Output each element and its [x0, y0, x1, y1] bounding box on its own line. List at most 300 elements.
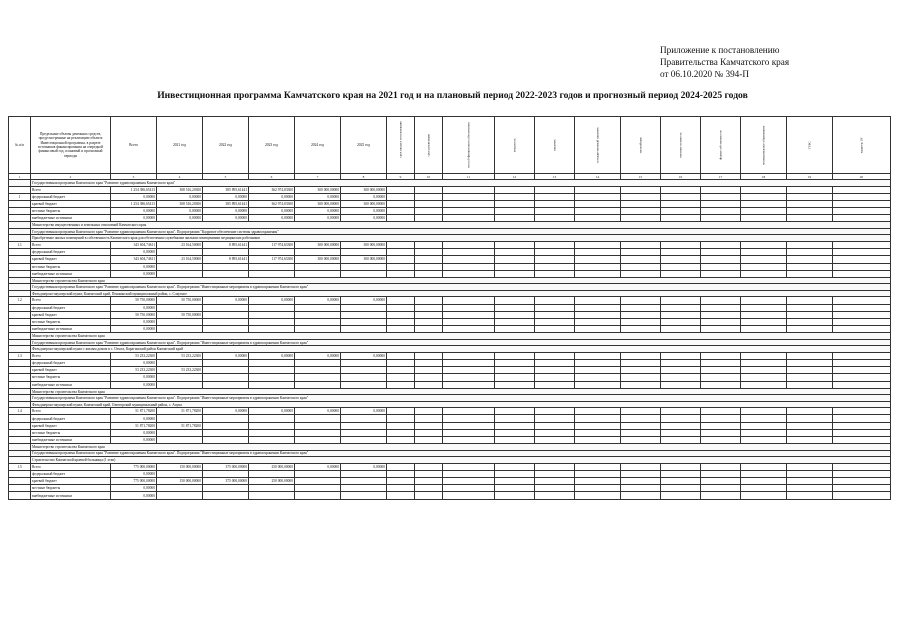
amount-cell — [157, 270, 203, 277]
attribute-cell — [741, 326, 787, 333]
attribute-cell — [741, 186, 787, 193]
section-title: Фельдшерско-акушерский пункт с жилым домом в с. Ossora, Карагинский район Камчатский край — [31, 346, 891, 353]
table-row — [9, 463, 891, 470]
table-row — [9, 381, 891, 388]
amount-cell — [295, 437, 341, 444]
amount-cell — [157, 263, 203, 270]
attribute-cell — [661, 256, 701, 263]
attribute-cell — [833, 193, 891, 200]
attribute-cell — [741, 360, 787, 367]
table-row — [9, 485, 891, 492]
attribute-cell — [621, 408, 661, 415]
attribute-cell — [495, 241, 535, 248]
attribute-cell — [495, 429, 535, 436]
attribute-cell — [621, 367, 661, 374]
amount-cell: 0,00000 — [111, 492, 157, 499]
attribute-cell — [535, 463, 575, 470]
column-number: 14 — [575, 174, 621, 180]
attribute-cell — [443, 249, 495, 256]
attribute-cell — [443, 360, 495, 367]
amount-cell — [249, 263, 295, 270]
attribute-cell — [701, 241, 741, 248]
amount-cell — [157, 429, 203, 436]
row-number — [9, 200, 31, 207]
section-title: Министерство имущественных и земельных отношений Камчатского края — [31, 222, 891, 229]
amount-cell — [341, 304, 387, 311]
attribute-cell — [661, 318, 701, 325]
attribute-cell — [387, 381, 415, 388]
attribute-cell — [443, 367, 495, 374]
attribute-cell — [415, 241, 443, 248]
amount-cell: 362 974,83300 — [249, 200, 295, 207]
amount-cell: 51 871,78200 — [111, 408, 157, 415]
attribute-cell — [535, 215, 575, 222]
source-label: местные бюджеты — [31, 374, 111, 381]
attribute-cell — [535, 318, 575, 325]
attribute-cell — [495, 256, 535, 263]
amount-cell — [203, 437, 249, 444]
amount-cell — [249, 429, 295, 436]
amount-cell: 0,00000 — [203, 352, 249, 359]
attribute-cell — [575, 186, 621, 193]
attribute-cell — [575, 311, 621, 318]
amount-cell — [341, 381, 387, 388]
attribute-cell — [415, 492, 443, 499]
attribute-cell — [621, 352, 661, 359]
attribute-cell — [575, 415, 621, 422]
attribute-cell — [741, 408, 787, 415]
attribute-cell — [787, 215, 833, 222]
attribute-cell — [661, 422, 701, 429]
amount-cell: 0,00000 — [111, 318, 157, 325]
attribute-cell — [535, 352, 575, 359]
attribute-cell — [575, 297, 621, 304]
amount-cell: 300 000,00000 — [295, 241, 341, 248]
attribute-cell — [787, 485, 833, 492]
column-header-8: 2025 год — [341, 117, 387, 174]
amount-cell — [295, 374, 341, 381]
amount-cell — [249, 360, 295, 367]
attribute-cell — [415, 304, 443, 311]
amount-cell: 0,00000 — [157, 208, 203, 215]
attribute-cell — [833, 318, 891, 325]
amount-cell: 0,00000 — [341, 208, 387, 215]
amount-cell — [341, 311, 387, 318]
row-number — [9, 186, 31, 193]
amount-cell: 343 604,74611 — [111, 256, 157, 263]
column-number: 1 — [9, 174, 31, 180]
attribute-cell — [701, 415, 741, 422]
attribute-cell — [495, 215, 535, 222]
source-label: внебюджетные источники — [31, 326, 111, 333]
amount-cell: 343 604,74611 — [111, 241, 157, 248]
row-number — [9, 270, 31, 277]
amount-cell: 51 871,78200 — [157, 408, 203, 415]
attribute-cell — [443, 352, 495, 359]
attribute-cell — [661, 408, 701, 415]
table-row — [9, 360, 891, 367]
column-number: 10 — [415, 174, 443, 180]
amount-cell: 0,00000 — [157, 215, 203, 222]
source-label: местные бюджеты — [31, 429, 111, 436]
amount-cell — [295, 270, 341, 277]
amount-cell: 53 233,22300 — [111, 352, 157, 359]
column-number: 5 — [203, 174, 249, 180]
amount-cell: 8 895,61441 — [203, 241, 249, 248]
attribute-cell — [787, 270, 833, 277]
source-label: краевой бюджет — [31, 256, 111, 263]
table-row — [9, 415, 891, 422]
attribute-cell — [535, 249, 575, 256]
attribute-cell — [415, 326, 443, 333]
attribute-cell — [387, 263, 415, 270]
amount-cell — [157, 485, 203, 492]
attribute-cell — [443, 429, 495, 436]
row-number — [9, 326, 31, 333]
attribute-cell — [741, 263, 787, 270]
attribute-cell — [741, 208, 787, 215]
attribute-cell — [443, 241, 495, 248]
attribute-cell — [741, 381, 787, 388]
attribute-cell — [661, 429, 701, 436]
row-number: 1.2 — [9, 297, 31, 304]
attribute-cell — [575, 367, 621, 374]
table-row — [9, 429, 891, 436]
amount-cell: 23 164,50000 — [157, 256, 203, 263]
attribute-cell — [741, 374, 787, 381]
attribute-cell — [787, 367, 833, 374]
column-header-7: 2024 год — [295, 117, 341, 174]
amount-cell — [341, 326, 387, 333]
row-number — [9, 422, 31, 429]
amount-cell — [295, 304, 341, 311]
attribute-cell — [495, 311, 535, 318]
amount-cell — [295, 326, 341, 333]
attribute-cell — [495, 381, 535, 388]
attribute-cell — [443, 256, 495, 263]
amount-cell — [157, 415, 203, 422]
amount-cell: 0,00000 — [203, 297, 249, 304]
table-row — [9, 492, 891, 499]
amount-cell — [249, 270, 295, 277]
attribute-cell — [535, 429, 575, 436]
source-label: краевой бюджет — [31, 367, 111, 374]
attribute-cell — [443, 297, 495, 304]
attribute-cell — [701, 367, 741, 374]
amount-cell — [295, 485, 341, 492]
amount-cell — [249, 437, 295, 444]
amount-cell: 308 516,20300 — [157, 186, 203, 193]
column-header-5: 2022 год — [203, 117, 249, 174]
attribute-cell — [621, 326, 661, 333]
attribute-cell — [443, 311, 495, 318]
amount-cell — [203, 270, 249, 277]
attribute-cell — [787, 422, 833, 429]
table-row — [9, 422, 891, 429]
attribute-cell — [833, 381, 891, 388]
attribute-cell — [575, 193, 621, 200]
source-label: федеральный бюджет — [31, 304, 111, 311]
amount-cell — [295, 311, 341, 318]
amount-cell: 0,00000 — [295, 408, 341, 415]
row-number — [9, 256, 31, 263]
attribute-cell — [575, 470, 621, 477]
attribute-cell — [443, 200, 495, 207]
attribute-cell — [575, 408, 621, 415]
attribute-cell — [741, 352, 787, 359]
attribute-cell — [387, 297, 415, 304]
amount-cell: 0,00000 — [111, 485, 157, 492]
document-title: Инвестиционная программа Камчатского края на 2021 год и на плановый период 2022-2023 годов и прогнозный период 2024-2025 годов — [157, 90, 748, 101]
amount-cell: 300 000,00000 — [295, 200, 341, 207]
amount-cell — [157, 304, 203, 311]
attribute-cell — [443, 470, 495, 477]
amount-cell — [295, 470, 341, 477]
attribute-cell — [621, 270, 661, 277]
attribute-cell — [495, 470, 535, 477]
table-row — [9, 437, 891, 444]
amount-cell: 250 000,00000 — [249, 478, 295, 485]
amount-cell — [249, 367, 295, 374]
source-label: Всего — [31, 186, 111, 193]
amount-cell: 250 000,00000 — [249, 463, 295, 470]
attribute-cell — [443, 326, 495, 333]
attribute-cell — [415, 193, 443, 200]
attribute-cell — [415, 374, 443, 381]
attribute-cell — [787, 256, 833, 263]
amount-cell — [295, 263, 341, 270]
attribute-cell — [495, 304, 535, 311]
attribute-cell — [833, 429, 891, 436]
attribute-cell — [787, 415, 833, 422]
column-header-6: 2023 год — [249, 117, 295, 174]
column-number: 3 — [111, 174, 157, 180]
amount-cell: 375 000,00000 — [203, 478, 249, 485]
section-title: Государственная программа Камчатского края "Развитие здравоохранения Камчатского края". Подпрограмма "Инвестиционные мероприятия в здравоохранении Камчатского края" — [31, 339, 891, 346]
amount-cell: 0,00000 — [111, 270, 157, 277]
section-title: Государственная программа Камчатского края "Развитие здравоохранения Камчатского края". Подпрограмма "Кадровое обеспечение системы здравоохранения" — [31, 228, 891, 235]
attribute-cell — [495, 408, 535, 415]
attribute-cell — [833, 374, 891, 381]
attribute-cell — [443, 215, 495, 222]
amount-cell — [341, 263, 387, 270]
attribute-cell — [387, 429, 415, 436]
amount-cell: 0,00000 — [111, 304, 157, 311]
amount-cell: 300 000,00000 — [341, 186, 387, 193]
amount-cell — [295, 492, 341, 499]
attribute-cell — [661, 492, 701, 499]
attribute-cell — [535, 263, 575, 270]
source-label: внебюджетные источники — [31, 381, 111, 388]
table-row — [9, 200, 891, 207]
attribute-cell — [535, 193, 575, 200]
column-header-9: срок ввода в эксплуатацию — [387, 117, 415, 174]
amount-cell: 385 895,61441 — [203, 186, 249, 193]
column-number: 13 — [535, 174, 575, 180]
attribute-cell — [495, 186, 535, 193]
attribute-cell — [535, 367, 575, 374]
attribute-cell — [833, 311, 891, 318]
attribute-cell — [495, 463, 535, 470]
attribute-cell — [741, 422, 787, 429]
table-row — [9, 367, 891, 374]
attribute-cell — [661, 186, 701, 193]
attribute-cell — [787, 311, 833, 318]
attribute-cell — [387, 186, 415, 193]
amount-cell: 51 871,78200 — [111, 422, 157, 429]
attribute-cell — [741, 485, 787, 492]
attribute-cell — [833, 215, 891, 222]
amount-cell: 300 000,00000 — [341, 200, 387, 207]
column-header-16: сметная стоимость — [661, 117, 701, 174]
attribute-cell — [575, 463, 621, 470]
amount-cell: 300 000,00000 — [341, 241, 387, 248]
column-number: 4 — [157, 174, 203, 180]
row-number — [9, 304, 31, 311]
attribute-cell — [621, 241, 661, 248]
amount-cell: 1 254 386,65413 — [111, 186, 157, 193]
section-title: Приобретение жилых помещений в собственность Камчатского края для обеспечения служебными жилыми помещениями медицинских работников — [31, 235, 891, 242]
amount-cell: 0,00000 — [249, 297, 295, 304]
amount-cell: 375 000,00000 — [203, 463, 249, 470]
attribute-cell — [495, 297, 535, 304]
section-title: Фельдшерско-акушерский пункт, Камчатский край, Олюторский муниципальный район, с. Апука — [31, 401, 891, 408]
attribute-cell — [387, 200, 415, 207]
attribute-cell — [387, 193, 415, 200]
table-row — [9, 374, 891, 381]
amount-cell: 50 750,00000 — [111, 297, 157, 304]
amount-cell: 0,00000 — [341, 463, 387, 470]
amount-cell — [341, 367, 387, 374]
section-title: Государственная программа Камчатского края "Развитие здравоохранения Камчатского края". Подпрограмма "Инвестиционные мероприятия в здравоохранении Камчатского края" — [31, 450, 891, 457]
amount-cell — [203, 381, 249, 388]
attribute-cell — [495, 263, 535, 270]
source-label: местные бюджеты — [31, 263, 111, 270]
attribute-cell — [415, 318, 443, 325]
amount-cell: 0,00000 — [341, 215, 387, 222]
amount-cell: 0,00000 — [249, 408, 295, 415]
attribute-cell — [661, 304, 701, 311]
amount-cell: 0,00000 — [249, 215, 295, 222]
attribute-cell — [495, 270, 535, 277]
attribute-cell — [787, 478, 833, 485]
attribute-cell — [701, 492, 741, 499]
column-header-14: государственный заказчик — [575, 117, 621, 174]
source-label: Всего — [31, 352, 111, 359]
attribute-cell — [387, 470, 415, 477]
attribute-cell — [787, 186, 833, 193]
amount-cell — [295, 318, 341, 325]
amount-cell: 0,00000 — [249, 193, 295, 200]
source-label: федеральный бюджет — [31, 415, 111, 422]
attribute-cell — [443, 422, 495, 429]
attribute-cell — [575, 270, 621, 277]
attribute-cell — [387, 463, 415, 470]
column-header-3: Всего — [111, 117, 157, 174]
amount-cell: 8 895,61441 — [203, 256, 249, 263]
attribute-cell — [621, 311, 661, 318]
attribute-cell — [661, 193, 701, 200]
attribute-cell — [415, 360, 443, 367]
attribute-cell — [387, 311, 415, 318]
attribute-cell — [621, 429, 661, 436]
attribute-cell — [535, 381, 575, 388]
column-number: 16 — [661, 174, 701, 180]
amount-cell — [341, 374, 387, 381]
attribute-cell — [495, 492, 535, 499]
attribute-cell — [701, 360, 741, 367]
attribute-cell — [621, 215, 661, 222]
attribute-cell — [535, 374, 575, 381]
attribute-cell — [701, 193, 741, 200]
attribute-cell — [661, 270, 701, 277]
attribute-cell — [387, 478, 415, 485]
attribute-cell — [787, 200, 833, 207]
attribute-cell — [621, 437, 661, 444]
attribute-cell — [495, 193, 535, 200]
attribute-cell — [387, 360, 415, 367]
attribute-cell — [833, 263, 891, 270]
amount-cell — [203, 492, 249, 499]
attribute-cell — [535, 360, 575, 367]
amount-cell: 1 254 386,65413 — [111, 200, 157, 207]
column-number: 6 — [249, 174, 295, 180]
attribute-cell — [575, 437, 621, 444]
attribute-cell — [661, 249, 701, 256]
attribute-cell — [787, 408, 833, 415]
amount-cell: 0,00000 — [203, 208, 249, 215]
source-label: внебюджетные источники — [31, 215, 111, 222]
attribute-cell — [415, 415, 443, 422]
amount-cell: 0,00000 — [295, 352, 341, 359]
table-row — [9, 297, 891, 304]
amount-cell: 300 000,00000 — [341, 256, 387, 263]
source-label: федеральный бюджет — [31, 193, 111, 200]
amount-cell — [341, 470, 387, 477]
attribute-cell — [741, 200, 787, 207]
attribute-cell — [621, 470, 661, 477]
amount-cell: 50 750,00000 — [157, 311, 203, 318]
table-row — [9, 311, 891, 318]
section-title: Министерство строительства Камчатского края — [31, 333, 891, 340]
attribute-cell — [833, 360, 891, 367]
source-label: внебюджетные источники — [31, 437, 111, 444]
column-number: 12 — [495, 174, 535, 180]
amount-cell: 53 233,22300 — [157, 352, 203, 359]
attribute-cell — [535, 485, 575, 492]
amount-cell — [249, 492, 295, 499]
attribute-cell — [701, 463, 741, 470]
attribute-cell — [833, 478, 891, 485]
table-row — [9, 470, 891, 477]
attribute-cell — [535, 408, 575, 415]
row-number — [9, 318, 31, 325]
amount-cell: 53 233,22300 — [157, 367, 203, 374]
amount-cell: 0,00000 — [111, 208, 157, 215]
amount-cell — [249, 311, 295, 318]
attribute-cell — [701, 374, 741, 381]
table-row — [9, 186, 891, 193]
attribute-cell — [787, 318, 833, 325]
attribute-cell — [741, 215, 787, 222]
amount-cell — [295, 478, 341, 485]
row-number: 1.1 — [9, 241, 31, 248]
attribute-cell — [833, 492, 891, 499]
row-number — [9, 208, 31, 215]
amount-cell — [341, 492, 387, 499]
attribute-cell — [495, 437, 535, 444]
attribute-cell — [661, 241, 701, 248]
